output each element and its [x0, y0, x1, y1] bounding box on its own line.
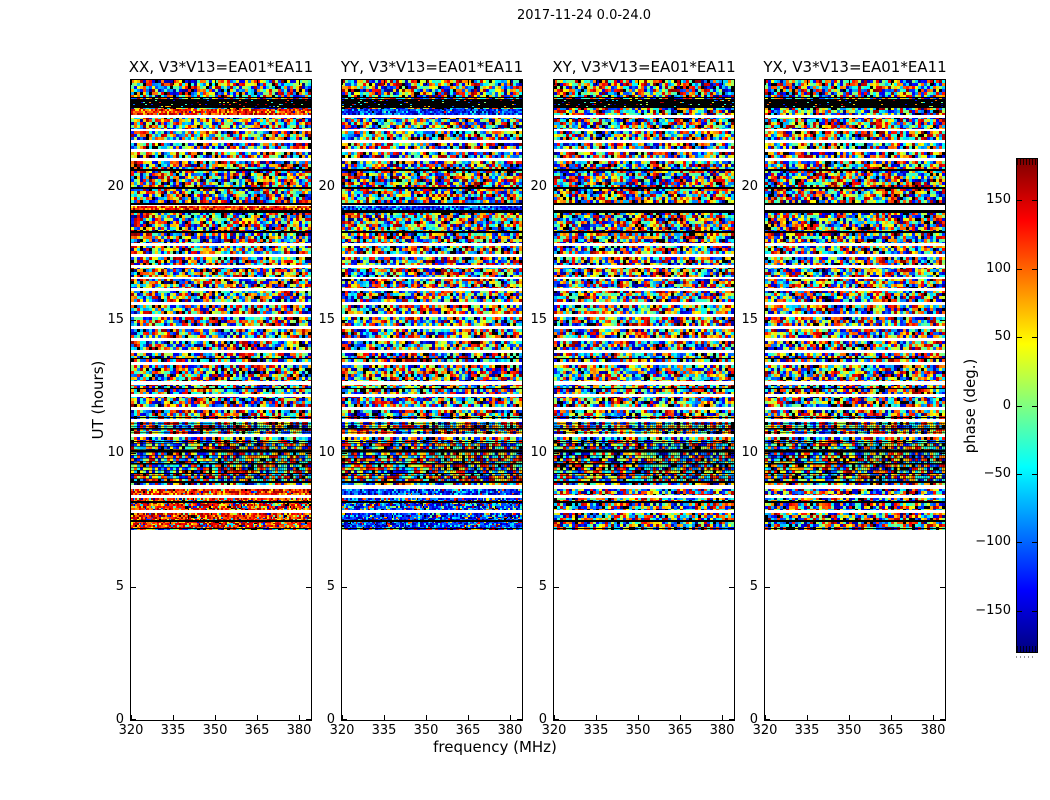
heatmap-panel-yx: [764, 79, 946, 721]
colorbar-tick-mark: [1032, 406, 1037, 407]
x-tick-label: 365: [455, 723, 481, 738]
y-tick-label: 0: [115, 712, 124, 727]
x-tick-mark: [722, 80, 723, 85]
x-tick-mark: [554, 80, 555, 85]
colorbar-label: phase (deg.): [961, 358, 979, 454]
x-tick-mark: [765, 80, 766, 85]
colorbar-tick-mark: [1017, 406, 1022, 407]
y-tick-label: 20: [318, 179, 335, 194]
colorbar-tick-mark: [1017, 337, 1022, 338]
y-tick-label: 5: [749, 579, 758, 594]
y-tick-mark: [940, 320, 945, 321]
x-tick-mark: [384, 715, 385, 720]
x-tick-label: 320: [329, 723, 355, 738]
colorbar-tick-mark: [1032, 474, 1037, 475]
colorbar-tick-label: −50: [983, 466, 1011, 481]
x-tick-mark: [596, 80, 597, 85]
y-tick-label: 20: [530, 179, 547, 194]
y-tick-mark: [342, 320, 347, 321]
colorbar-tick-mark: [1017, 474, 1022, 475]
x-tick-label: 365: [667, 723, 693, 738]
y-tick-mark: [554, 719, 559, 720]
x-tick-label: 350: [202, 723, 228, 738]
x-tick-label: 350: [625, 723, 651, 738]
x-tick-label: 320: [541, 723, 567, 738]
y-tick-label: 10: [107, 445, 124, 460]
y-tick-label: 0: [538, 712, 547, 727]
y-tick-mark: [131, 320, 136, 321]
y-tick-label: 20: [107, 179, 124, 194]
colorbar-tick-mark: [1032, 542, 1037, 543]
x-tick-mark: [807, 715, 808, 720]
y-tick-label: 5: [538, 579, 547, 594]
x-tick-mark: [680, 80, 681, 85]
heatmap-canvas-yx: [765, 80, 945, 720]
x-tick-label: 380: [920, 723, 946, 738]
x-tick-mark: [807, 80, 808, 85]
x-tick-mark: [849, 80, 850, 85]
x-tick-mark: [257, 80, 258, 85]
x-tick-label: 380: [497, 723, 523, 738]
x-tick-label: 380: [286, 723, 312, 738]
y-tick-mark: [554, 453, 559, 454]
x-tick-mark: [257, 715, 258, 720]
heatmap-canvas-xx: [131, 80, 311, 720]
y-tick-label: 15: [318, 312, 335, 327]
panel-title-xy: XY, V3*V13=EA01*EA11: [552, 58, 736, 76]
x-tick-mark: [680, 715, 681, 720]
heatmap-panel-xy: [553, 79, 735, 721]
colorbar-tick-label: −150: [975, 603, 1011, 618]
y-tick-mark: [554, 187, 559, 188]
colorbar-tick-mark: [1017, 542, 1022, 543]
y-tick-label: 20: [741, 179, 758, 194]
y-tick-mark: [765, 187, 770, 188]
y-tick-mark: [554, 320, 559, 321]
x-tick-label: 320: [752, 723, 778, 738]
colorbar-tick-mark: [1032, 200, 1037, 201]
x-tick-mark: [173, 80, 174, 85]
colorbar-tick-mark: [1017, 269, 1022, 270]
x-tick-mark: [933, 80, 934, 85]
colorbar-dotted-edge: [1016, 656, 1036, 658]
y-axis-label: UT (hours): [89, 360, 107, 440]
x-tick-mark: [215, 80, 216, 85]
panel-title-xx: XX, V3*V13=EA01*EA11: [128, 58, 314, 76]
y-tick-mark: [940, 453, 945, 454]
x-tick-mark: [468, 715, 469, 720]
y-tick-label: 10: [318, 445, 335, 460]
y-tick-mark: [940, 719, 945, 720]
y-tick-mark: [131, 187, 136, 188]
x-tick-mark: [173, 715, 174, 720]
x-tick-mark: [426, 80, 427, 85]
x-tick-label: 335: [371, 723, 397, 738]
y-tick-mark: [940, 187, 945, 188]
x-tick-mark: [638, 80, 639, 85]
colorbar-tick-label: 50: [994, 329, 1011, 344]
figure-title: 2017-11-24 0.0-24.0: [517, 8, 651, 23]
x-tick-label: 335: [583, 723, 609, 738]
y-tick-mark: [554, 587, 559, 588]
x-tick-label: 350: [836, 723, 862, 738]
y-tick-mark: [342, 587, 347, 588]
y-tick-mark: [765, 453, 770, 454]
colorbar-tick-mark: [1017, 611, 1022, 612]
x-tick-mark: [426, 715, 427, 720]
colorbar-tick-mark: [1032, 269, 1037, 270]
heatmap-canvas-yy: [342, 80, 522, 720]
colorbar-tick-mark: [1032, 337, 1037, 338]
y-tick-label: 0: [749, 712, 758, 727]
x-tick-label: 350: [413, 723, 439, 738]
x-tick-mark: [384, 80, 385, 85]
x-tick-mark: [891, 80, 892, 85]
x-tick-mark: [342, 80, 343, 85]
y-tick-label: 15: [741, 312, 758, 327]
colorbar-minor-ticks-top: [1017, 159, 1037, 165]
x-tick-mark: [468, 80, 469, 85]
x-tick-mark: [510, 80, 511, 85]
colorbar-tick-label: 100: [986, 261, 1011, 276]
colorbar-minor-ticks-bottom: [1017, 646, 1037, 652]
colorbar-tick-label: 0: [1002, 398, 1011, 413]
x-tick-label: 380: [709, 723, 735, 738]
heatmap-canvas-xy: [554, 80, 734, 720]
x-axis-label: frequency (MHz): [433, 738, 557, 756]
x-tick-mark: [933, 715, 934, 720]
y-tick-mark: [765, 320, 770, 321]
x-tick-label: 335: [160, 723, 186, 738]
panel-title-yx: YX, V3*V13=EA01*EA11: [763, 58, 947, 76]
x-tick-label: 365: [878, 723, 904, 738]
colorbar-tick-label: 150: [986, 192, 1011, 207]
y-tick-label: 15: [530, 312, 547, 327]
x-tick-mark: [299, 80, 300, 85]
y-tick-label: 5: [115, 579, 124, 594]
x-tick-mark: [596, 715, 597, 720]
heatmap-panel-xx: [130, 79, 312, 721]
y-tick-mark: [131, 587, 136, 588]
y-tick-label: 5: [326, 579, 335, 594]
y-tick-mark: [342, 453, 347, 454]
y-tick-label: 10: [530, 445, 547, 460]
colorbar-tick-mark: [1017, 200, 1022, 201]
y-tick-mark: [940, 587, 945, 588]
x-tick-mark: [638, 715, 639, 720]
x-tick-mark: [215, 715, 216, 720]
heatmap-panel-yy: [341, 79, 523, 721]
y-tick-label: 10: [741, 445, 758, 460]
x-tick-label: 320: [118, 723, 144, 738]
y-tick-mark: [342, 719, 347, 720]
x-tick-mark: [849, 715, 850, 720]
y-tick-label: 15: [107, 312, 124, 327]
y-tick-mark: [131, 719, 136, 720]
colorbar-tick-mark: [1032, 611, 1037, 612]
y-tick-mark: [131, 453, 136, 454]
panel-title-yy: YY, V3*V13=EA01*EA11: [340, 58, 524, 76]
colorbar-tick-label: −100: [975, 534, 1011, 549]
y-tick-label: 0: [326, 712, 335, 727]
x-tick-mark: [891, 715, 892, 720]
x-tick-label: 365: [244, 723, 270, 738]
x-tick-label: 335: [794, 723, 820, 738]
y-tick-mark: [765, 587, 770, 588]
y-tick-mark: [342, 187, 347, 188]
y-tick-mark: [765, 719, 770, 720]
x-tick-mark: [131, 80, 132, 85]
